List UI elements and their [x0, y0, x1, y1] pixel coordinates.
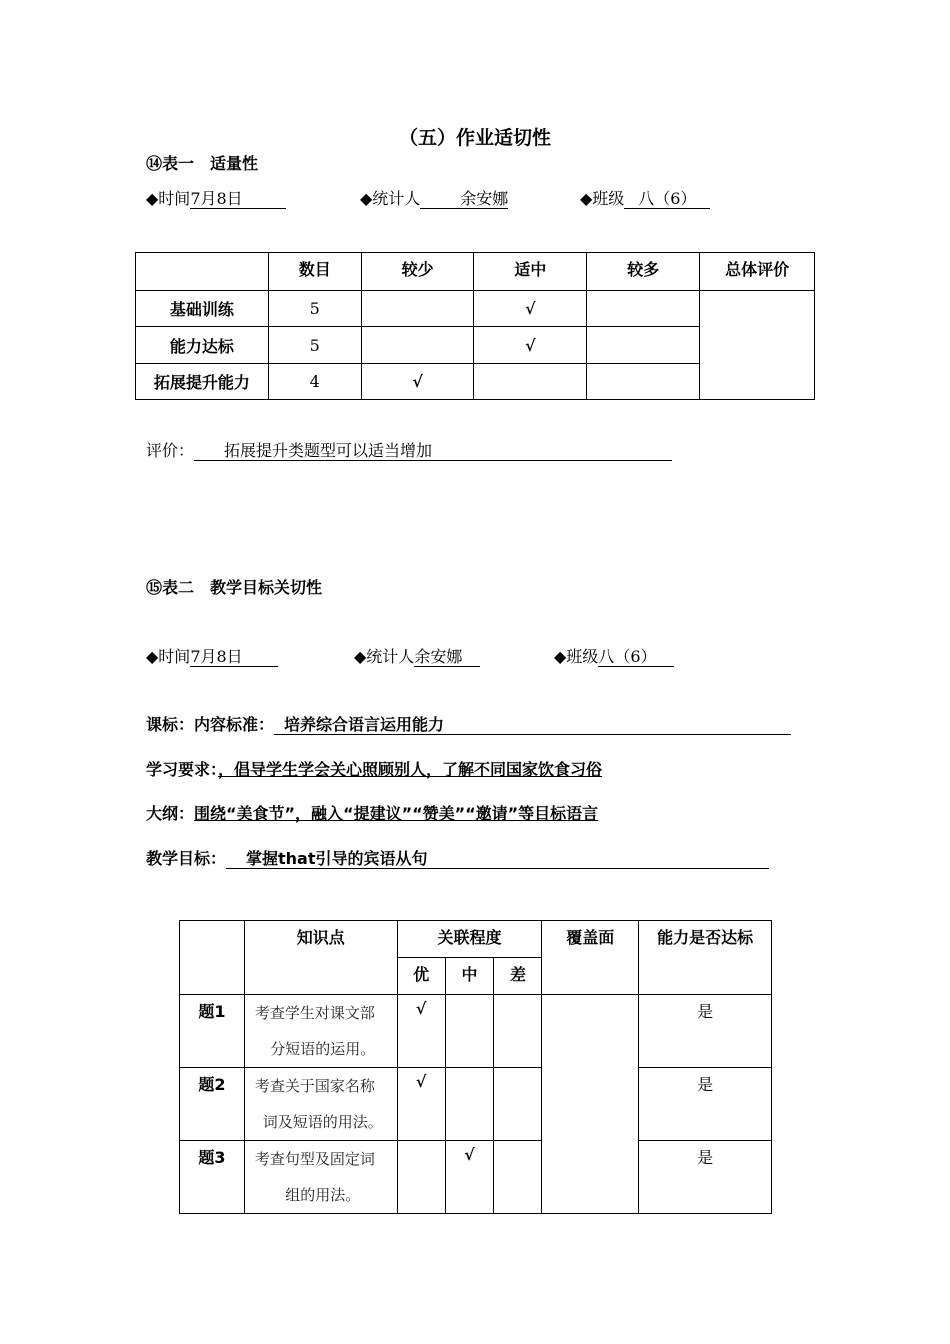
class-label: ◆班级 — [554, 647, 599, 666]
stat-label: ◆统计人 — [360, 189, 421, 208]
header-good: 优 — [397, 958, 445, 995]
table2-stat — [354, 644, 480, 667]
class-value: 八（6） — [624, 190, 710, 209]
teaching-goal — [146, 846, 769, 869]
row-less — [361, 291, 474, 327]
class-value: 八（6） — [598, 648, 674, 667]
goal-value: 掌握that引导的宾语从句 — [226, 850, 769, 869]
row-label: 能力达标 — [136, 327, 269, 364]
stat-label: ◆统计人 — [354, 647, 415, 666]
corner-cell — [180, 921, 245, 995]
relevance-good — [397, 1141, 445, 1214]
description-line-2: 词及短语的用法。 — [262, 1113, 383, 1131]
evaluation-line — [146, 438, 672, 461]
description-line-1: 考查关于国家名称 — [254, 1077, 375, 1095]
ability-result: 是 — [639, 995, 772, 1068]
relevance-medium — [445, 1068, 494, 1141]
class-label: ◆班级 — [580, 189, 625, 208]
relevance-medium — [445, 995, 494, 1068]
row-more — [587, 291, 700, 327]
outline-value: 围绕“美食节”，融入“提建议”“赞美”“邀请”等目标语言 — [194, 804, 599, 823]
row-count: 5 — [268, 327, 361, 364]
row-more — [587, 364, 700, 400]
question-description — [244, 995, 397, 1068]
requirement-value: ，倡导学生学会关心照顾别人，了解不同国家饮食习俗 — [218, 760, 603, 779]
ability-result: 是 — [639, 1141, 772, 1214]
relevance-good: √ — [397, 1068, 445, 1141]
coverage-cell — [542, 995, 639, 1214]
time-value: 7月8日 — [190, 190, 286, 209]
row-less — [361, 327, 474, 364]
row-label: 基础训练 — [136, 291, 269, 327]
row-less: √ — [361, 364, 474, 400]
header-count: 数目 — [268, 253, 361, 291]
header-coverage: 覆盖面 — [542, 921, 639, 995]
table2-heading: ⑮表二 教学目标关切性 — [146, 578, 323, 597]
overall-evaluation-cell — [700, 291, 815, 400]
time-value: 7月8日 — [190, 648, 278, 667]
relevance-medium: √ — [445, 1141, 494, 1214]
description-line-1: 考查学生对课文部 — [254, 1004, 375, 1022]
header-medium: 中 — [445, 958, 494, 995]
relevance-poor — [494, 1068, 542, 1141]
description-line-1: 考查句型及固定词 — [254, 1150, 375, 1168]
goal-label: 教学目标： — [146, 849, 227, 868]
row-label: 拓展提升能力 — [136, 364, 269, 400]
description-line-2: 分短语的运用。 — [270, 1040, 376, 1058]
question-description — [244, 1141, 397, 1214]
header-relevance: 关联程度 — [397, 921, 542, 958]
time-label: ◆时间 — [146, 647, 191, 666]
description-line-2: 组的用法。 — [285, 1186, 361, 1204]
table1-stat — [360, 186, 508, 209]
header-overall: 总体评价 — [700, 253, 815, 291]
standard-label: 课标：内容标准： — [146, 715, 275, 734]
outline — [146, 801, 598, 824]
standard-value: 培养综合语言运用能力 — [274, 716, 791, 735]
table1-time — [146, 186, 286, 209]
row-mid: √ — [474, 291, 587, 327]
time-label: ◆时间 — [146, 189, 191, 208]
question-label: 题2 — [180, 1068, 245, 1141]
row-count: 5 — [268, 291, 361, 327]
stat-value: 余安娜 — [414, 648, 480, 667]
header-less: 较少 — [361, 253, 474, 291]
requirement-label: 学习要求： — [146, 760, 219, 779]
header-knowledge: 知识点 — [244, 921, 397, 995]
row-count: 4 — [268, 364, 361, 400]
header-ability: 能力是否达标 — [639, 921, 772, 995]
evaluation-value: 拓展提升类题型可以适当增加 — [194, 442, 672, 461]
curriculum-standard — [146, 712, 791, 735]
stat-value: 余安娜 — [420, 190, 508, 209]
table2-time — [146, 644, 278, 667]
question-description — [244, 1068, 397, 1141]
header-poor: 差 — [494, 958, 542, 995]
row-mid — [474, 364, 587, 400]
table1-class — [580, 186, 710, 209]
evaluation-label: 评价： — [146, 441, 195, 460]
relevance-poor — [494, 1141, 542, 1214]
outline-label: 大纲： — [146, 804, 195, 823]
relevance-table — [179, 920, 772, 1214]
question-label: 题1 — [180, 995, 245, 1068]
header-mid: 适中 — [474, 253, 587, 291]
table1-heading: ⑭表一 适量性 — [146, 154, 259, 173]
question-label: 题3 — [180, 1141, 245, 1214]
row-more — [587, 327, 700, 364]
header-more: 较多 — [587, 253, 700, 291]
relevance-poor — [494, 995, 542, 1068]
corner-cell — [136, 253, 269, 291]
row-mid: √ — [474, 327, 587, 364]
learning-requirement — [146, 757, 602, 780]
quantity-table — [135, 252, 815, 400]
relevance-good: √ — [397, 995, 445, 1068]
ability-result: 是 — [639, 1068, 772, 1141]
page-title: （五）作业适切性 — [398, 127, 551, 149]
table2-class — [554, 644, 674, 667]
